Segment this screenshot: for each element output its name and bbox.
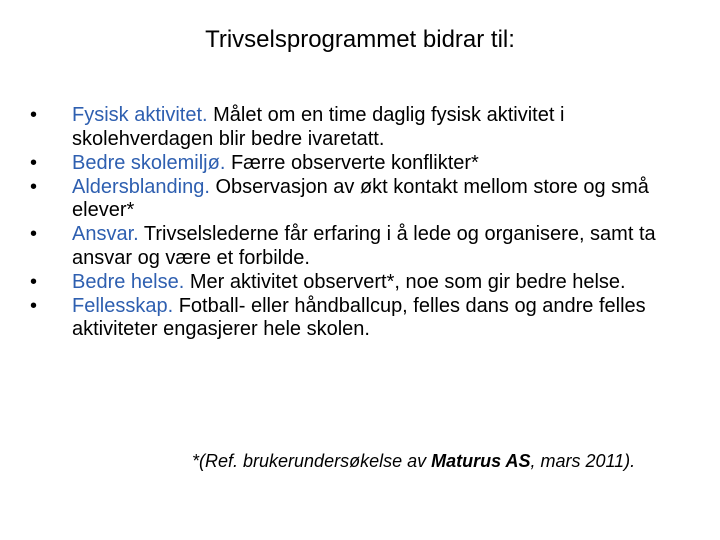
bullet-keyword: Fysisk aktivitet.	[72, 104, 208, 126]
bullet-keyword: Fellesskap.	[72, 294, 174, 317]
bullet-text: Mer aktivitet observert*, noe som gir bedre helse.	[189, 270, 626, 293]
footnote-suffix: , mars 2011).	[530, 451, 636, 471]
footnote-organization: Maturus AS	[431, 451, 531, 471]
bullet-list	[30, 104, 690, 342]
bullet-item-ansvar	[30, 223, 690, 270]
bullet-icon: •	[30, 223, 38, 245]
bullet-text: Trivselslederne får erfaring i å lede og organisere, samt ta ansvar og være et forbilde.	[72, 223, 656, 269]
bullet-item-bedre-skolemiljo	[30, 152, 690, 176]
bullet-text: Fotball- eller håndballcup, felles dans og andre felles aktiviteter engasjerer hele skolen.	[72, 294, 646, 340]
footnote-prefix: *(Ref. brukerundersøkelse av	[192, 451, 432, 471]
bullet-keyword: Ansvar.	[72, 223, 139, 245]
bullet-text: Observasjon av økt kontakt mellom store og små elever*	[72, 175, 649, 221]
bullet-item-fysisk-aktivitet	[30, 104, 690, 151]
bullet-icon: •	[30, 104, 38, 126]
bullet-icon: •	[30, 175, 38, 198]
slide-title: Trivselsprogrammet bidrar til:	[205, 26, 515, 53]
bullet-icon: •	[30, 151, 38, 174]
footnote	[192, 450, 635, 472]
bullet-keyword: Aldersblanding.	[72, 175, 210, 198]
bullet-item-fellesskap	[30, 295, 690, 342]
bullet-item-bedre-helse	[30, 271, 690, 295]
bullet-item-aldersblanding	[30, 176, 690, 223]
bullet-keyword: Bedre helse.	[72, 270, 185, 293]
bullet-icon: •	[30, 294, 38, 317]
bullet-text: Målet om en time daglig fysisk aktivitet i skolehverdagen blir bedre ivaretatt.	[72, 104, 565, 150]
bullet-text: Færre observerte konflikter*	[230, 151, 479, 174]
bullet-keyword: Bedre skolemiljø.	[72, 151, 226, 174]
bullet-icon: •	[30, 270, 38, 293]
